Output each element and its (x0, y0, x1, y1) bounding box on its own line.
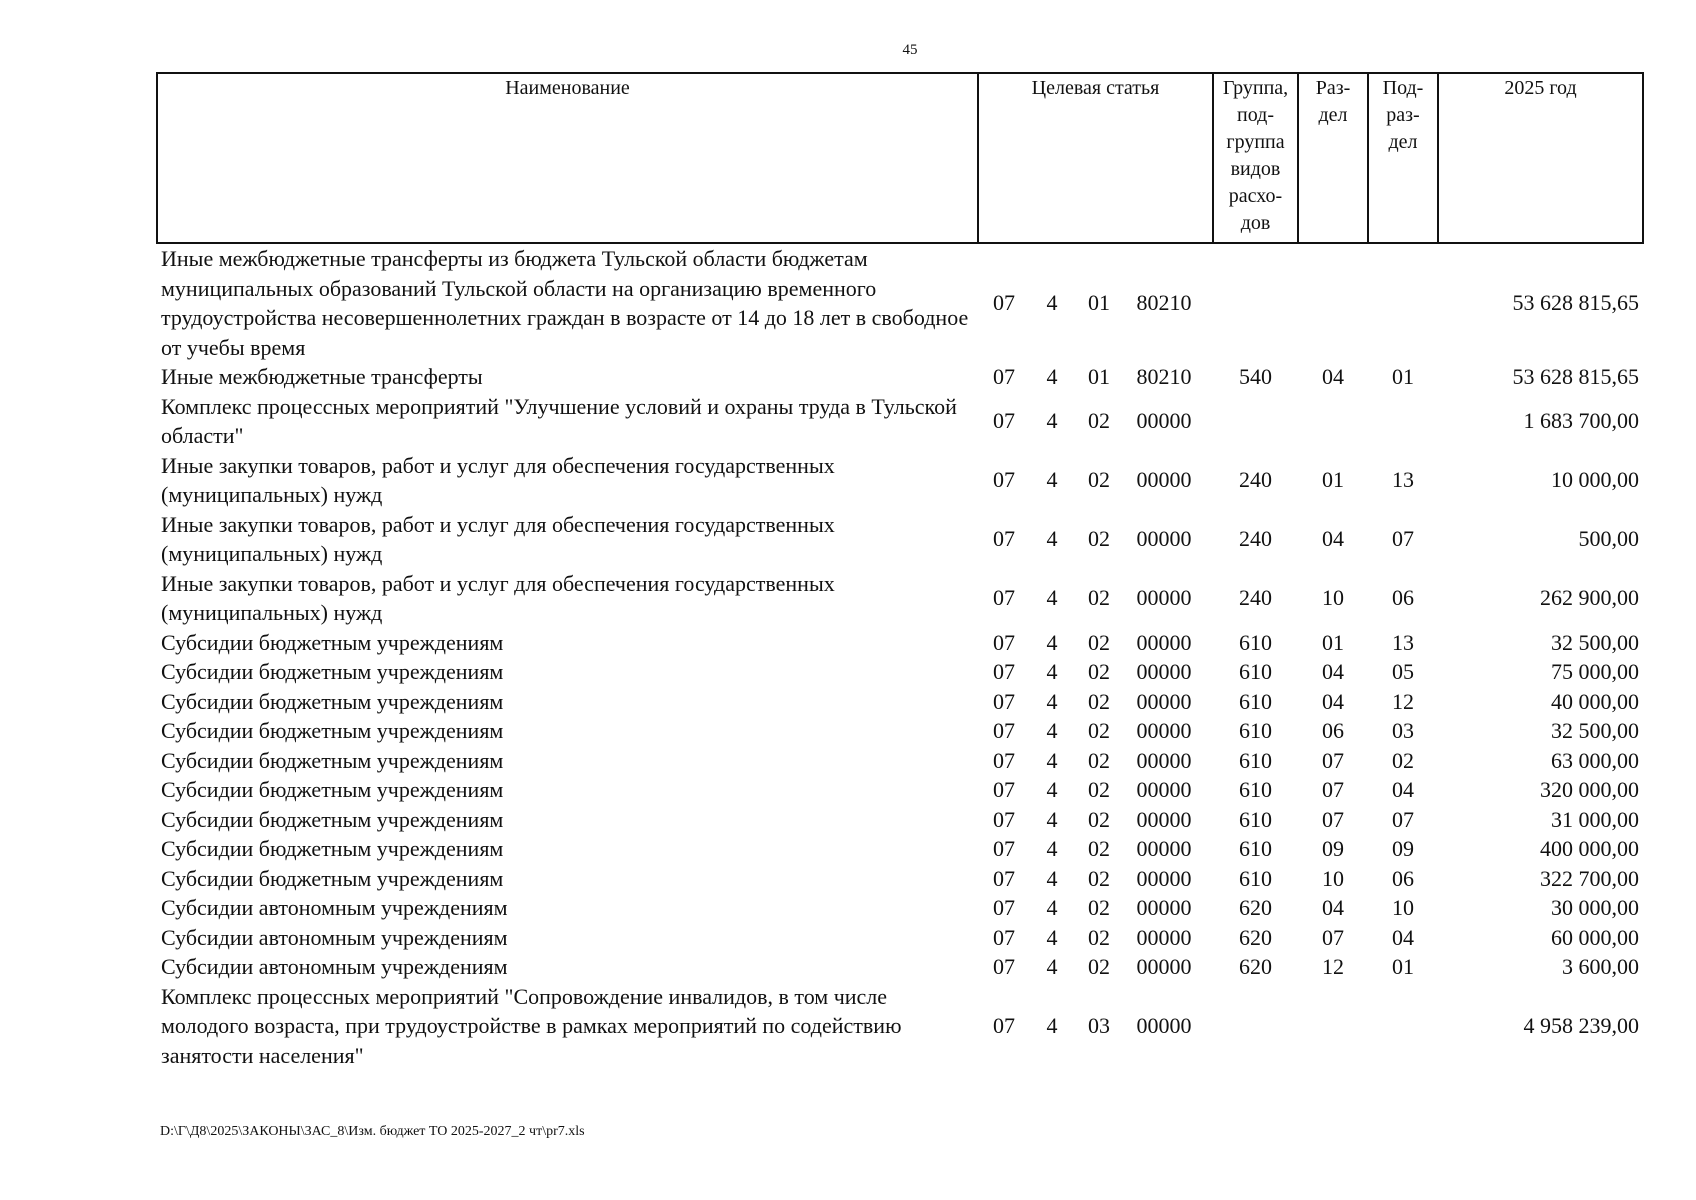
target-program: 07 (993, 777, 1015, 802)
target-type: 4 (1046, 1013, 1058, 1038)
target-program: 07 (993, 865, 1015, 891)
target-complex: 02 (1088, 924, 1110, 950)
row-subsection: 07 (1392, 526, 1414, 552)
target-program: 07 (993, 526, 1015, 552)
table-row (157, 834, 1643, 864)
target-complex: 02 (1088, 629, 1110, 655)
row-section (1298, 243, 1368, 362)
row-target-code (978, 775, 1213, 805)
target-complex: 02 (1088, 688, 1110, 714)
row-target-code (978, 952, 1213, 982)
file-path: D:\Г\Д8\2025\ЗАКОНЫ\ЗАС_8\Изм. бюджет ТО 2025-2027_2 чт\pr7.xls (160, 1124, 585, 1139)
target-direction: 00000 (1136, 718, 1192, 743)
target-direction: 00000 (1136, 747, 1192, 773)
target-direction: 00000 (1136, 659, 1192, 684)
row-group: 610 (1239, 688, 1272, 714)
row-subsection (1368, 982, 1438, 1071)
row-amount: 320 000,00 (1540, 777, 1639, 802)
table-row (157, 952, 1643, 982)
target-program: 07 (993, 924, 1015, 950)
row-target-code (978, 510, 1213, 569)
target-type: 4 (1046, 806, 1058, 832)
target-direction: 00000 (1136, 954, 1192, 979)
row-name: Субсидии бюджетным учреждениям (161, 659, 504, 684)
target-program: 07 (993, 364, 1015, 389)
target-type: 4 (1046, 747, 1058, 773)
target-program: 07 (993, 659, 1015, 684)
row-group: 610 (1239, 777, 1272, 802)
row-section: 09 (1322, 836, 1344, 861)
row-target-code (978, 569, 1213, 628)
row-section: 10 (1322, 585, 1344, 611)
row-section: 01 (1322, 467, 1344, 493)
header-name: Наименование (157, 73, 978, 243)
row-amount: 32 500,00 (1551, 718, 1639, 743)
row-name: Субсидии бюджетным учреждениям (161, 747, 504, 773)
target-program: 07 (993, 747, 1015, 773)
row-amount: 40 000,00 (1551, 688, 1639, 714)
row-name: Иные закупки товаров, работ и услуг для обеспечения государственных (муниципальных) нужд (161, 452, 835, 507)
header-row (157, 73, 1643, 243)
target-direction: 00000 (1136, 806, 1192, 832)
target-type: 4 (1046, 688, 1058, 714)
table-row (157, 923, 1643, 953)
row-target-code (978, 893, 1213, 923)
row-group: 240 (1239, 526, 1272, 552)
table-row (157, 982, 1643, 1071)
target-program: 07 (993, 688, 1015, 714)
target-complex: 02 (1088, 777, 1110, 802)
row-subsection: 07 (1392, 806, 1414, 832)
row-subsection: 10 (1392, 895, 1414, 920)
row-name: Комплекс процессных мероприятий "Сопровождение инвалидов, в том числе молодого возраста, при трудоустройстве в рамках мероприятий по содействию занятости населения" (161, 983, 902, 1068)
row-target-code (978, 657, 1213, 687)
row-amount: 500,00 (1578, 526, 1639, 552)
target-type: 4 (1046, 290, 1058, 316)
row-amount: 4 958 239,00 (1523, 1013, 1639, 1038)
row-amount: 400 000,00 (1540, 836, 1639, 861)
target-direction: 00000 (1136, 526, 1192, 552)
row-name: Субсидии бюджетным учреждениям (161, 865, 504, 891)
table-row (157, 362, 1643, 392)
row-section: 07 (1322, 924, 1344, 950)
target-type: 4 (1046, 659, 1058, 684)
target-complex: 02 (1088, 467, 1110, 493)
target-type: 4 (1046, 364, 1058, 389)
row-name: Субсидии бюджетным учреждениям (161, 806, 504, 832)
row-subsection: 04 (1392, 777, 1414, 802)
target-complex: 02 (1088, 718, 1110, 743)
row-name: Субсидии бюджетным учреждениям (161, 718, 504, 743)
row-name: Субсидии бюджетным учреждениям (161, 688, 504, 714)
row-subsection: 12 (1392, 688, 1414, 714)
target-complex: 02 (1088, 585, 1110, 611)
budget-table (156, 72, 1644, 1070)
row-amount: 262 900,00 (1540, 585, 1639, 611)
row-amount: 322 700,00 (1540, 865, 1639, 891)
target-complex: 02 (1088, 806, 1110, 832)
row-name: Субсидии бюджетным учреждениям (161, 629, 504, 655)
header-group: Группа, под-группа видов расхо-дов (1213, 73, 1298, 243)
target-type: 4 (1046, 895, 1058, 920)
header-year: 2025 год (1438, 73, 1643, 243)
table-row (157, 893, 1643, 923)
target-program: 07 (993, 1013, 1015, 1038)
row-name: Субсидии автономным учреждениям (161, 924, 508, 950)
table-row (157, 805, 1643, 835)
target-program: 07 (993, 718, 1015, 743)
row-section: 06 (1322, 718, 1344, 743)
header-subsection: Под-раз-дел (1368, 73, 1438, 243)
row-group: 610 (1239, 718, 1272, 743)
target-type: 4 (1046, 954, 1058, 979)
row-subsection: 13 (1392, 467, 1414, 493)
table-row (157, 243, 1643, 362)
row-amount: 30 000,00 (1551, 895, 1639, 920)
row-amount: 53 628 815,65 (1512, 290, 1639, 316)
row-group: 540 (1239, 364, 1272, 389)
row-subsection: 01 (1392, 364, 1414, 389)
row-amount: 31 000,00 (1551, 806, 1639, 832)
target-complex: 01 (1088, 364, 1110, 389)
table-row (157, 775, 1643, 805)
target-direction: 00000 (1136, 924, 1192, 950)
target-program: 07 (993, 290, 1015, 316)
target-type: 4 (1046, 924, 1058, 950)
row-section (1298, 982, 1368, 1071)
row-group: 620 (1239, 924, 1272, 950)
table-row (157, 451, 1643, 510)
row-subsection (1368, 392, 1438, 451)
target-complex: 02 (1088, 865, 1110, 891)
row-section: 04 (1322, 364, 1344, 389)
target-program: 07 (993, 954, 1015, 979)
target-complex: 02 (1088, 895, 1110, 920)
row-subsection: 09 (1392, 836, 1414, 861)
table-row (157, 392, 1643, 451)
row-section: 07 (1322, 777, 1344, 802)
target-direction: 00000 (1136, 408, 1192, 434)
target-complex: 02 (1088, 954, 1110, 979)
row-group: 610 (1239, 747, 1272, 773)
row-target-code (978, 628, 1213, 658)
target-complex: 02 (1088, 747, 1110, 773)
target-complex: 02 (1088, 408, 1110, 434)
target-direction: 00000 (1136, 629, 1192, 655)
row-name: Комплекс процессных мероприятий "Улучшение условий и охраны труда в Тульской области" (161, 393, 957, 448)
row-group: 620 (1239, 954, 1272, 979)
row-target-code (978, 864, 1213, 894)
row-name: Субсидии автономным учреждениям (161, 954, 508, 979)
row-group: 610 (1239, 629, 1272, 655)
row-amount: 32 500,00 (1551, 629, 1639, 655)
target-type: 4 (1046, 526, 1058, 552)
row-subsection (1368, 243, 1438, 362)
row-group: 240 (1239, 585, 1272, 611)
target-type: 4 (1046, 629, 1058, 655)
row-target-code (978, 923, 1213, 953)
row-name: Субсидии автономным учреждениям (161, 895, 508, 920)
row-name: Иные закупки товаров, работ и услуг для обеспечения государственных (муниципальных) нужд (161, 511, 835, 566)
table-body (157, 243, 1643, 1070)
target-program: 07 (993, 629, 1015, 655)
target-direction: 00000 (1136, 865, 1192, 891)
row-group: 620 (1239, 895, 1272, 920)
target-direction: 00000 (1136, 688, 1192, 714)
row-name: Субсидии бюджетным учреждениям (161, 777, 504, 802)
table-row (157, 657, 1643, 687)
row-group: 240 (1239, 467, 1272, 493)
table-row (157, 628, 1643, 658)
target-direction: 00000 (1136, 1013, 1192, 1038)
row-group: 610 (1239, 806, 1272, 832)
table-row (157, 746, 1643, 776)
page-number: 45 (902, 42, 918, 58)
row-amount: 1 683 700,00 (1523, 408, 1639, 434)
row-group: 610 (1239, 659, 1272, 684)
table-row (157, 510, 1643, 569)
row-amount: 60 000,00 (1551, 924, 1639, 950)
row-subsection: 01 (1392, 954, 1414, 979)
row-target-code (978, 805, 1213, 835)
row-subsection: 13 (1392, 629, 1414, 655)
row-target-code (978, 716, 1213, 746)
row-section: 04 (1322, 688, 1344, 714)
row-subsection: 02 (1392, 747, 1414, 773)
row-section: 07 (1322, 806, 1344, 832)
row-amount: 75 000,00 (1551, 659, 1639, 684)
row-subsection: 04 (1392, 924, 1414, 950)
row-group: 610 (1239, 865, 1272, 891)
header-target: Целевая статья (978, 73, 1213, 243)
target-type: 4 (1046, 467, 1058, 493)
row-name: Иные межбюджетные трансферты (161, 364, 483, 389)
target-type: 4 (1046, 585, 1058, 611)
row-amount: 3 600,00 (1562, 954, 1639, 979)
row-group (1213, 392, 1298, 451)
row-name: Иные межбюджетные трансферты из бюджета Тульской области бюджетам муниципальных образований Тульской области на организацию временного трудоустройства несовершеннолетних граждан в возрасте от 14 до 18 лет в свободное от учебы время (161, 246, 969, 360)
row-target-code (978, 746, 1213, 776)
row-section: 04 (1322, 526, 1344, 552)
row-subsection: 06 (1392, 865, 1414, 891)
row-section: 07 (1322, 747, 1344, 773)
row-section: 04 (1322, 895, 1344, 920)
table-row (157, 569, 1643, 628)
row-section: 04 (1322, 659, 1344, 684)
row-amount: 63 000,00 (1551, 747, 1639, 773)
row-group (1213, 982, 1298, 1071)
row-group: 610 (1239, 836, 1272, 861)
header-section: Раз-дел (1298, 73, 1368, 243)
target-program: 07 (993, 408, 1015, 434)
target-complex: 02 (1088, 659, 1110, 684)
target-complex: 03 (1088, 1013, 1110, 1038)
target-program: 07 (993, 806, 1015, 832)
target-direction: 00000 (1136, 895, 1192, 920)
row-section: 12 (1322, 954, 1344, 979)
target-direction: 00000 (1136, 467, 1192, 493)
table-row (157, 716, 1643, 746)
row-section: 01 (1322, 629, 1344, 655)
row-subsection: 05 (1392, 659, 1414, 684)
table-row (157, 864, 1643, 894)
target-complex: 02 (1088, 526, 1110, 552)
row-subsection: 06 (1392, 585, 1414, 611)
row-target-code (978, 362, 1213, 392)
target-direction: 00000 (1136, 777, 1192, 802)
row-target-code (978, 243, 1213, 362)
row-target-code (978, 834, 1213, 864)
target-program: 07 (993, 585, 1015, 611)
target-direction: 00000 (1136, 585, 1192, 611)
row-amount: 53 628 815,65 (1512, 364, 1639, 389)
row-amount: 10 000,00 (1551, 467, 1639, 493)
target-program: 07 (993, 836, 1015, 861)
target-type: 4 (1046, 718, 1058, 743)
row-section (1298, 392, 1368, 451)
target-direction: 80210 (1136, 364, 1192, 389)
row-name: Иные закупки товаров, работ и услуг для обеспечения государственных (муниципальных) нужд (161, 570, 835, 625)
target-direction: 80210 (1136, 290, 1192, 316)
target-type: 4 (1046, 408, 1058, 434)
table-row (157, 687, 1643, 717)
target-program: 07 (993, 467, 1015, 493)
target-type: 4 (1046, 865, 1058, 891)
row-section: 10 (1322, 865, 1344, 891)
row-target-code (978, 687, 1213, 717)
target-type: 4 (1046, 777, 1058, 802)
row-target-code (978, 392, 1213, 451)
target-program: 07 (993, 895, 1015, 920)
row-subsection: 03 (1392, 718, 1414, 743)
row-group (1213, 243, 1298, 362)
target-complex: 01 (1088, 290, 1110, 316)
row-target-code (978, 982, 1213, 1071)
row-name: Субсидии бюджетным учреждениям (161, 836, 504, 861)
target-type: 4 (1046, 836, 1058, 861)
row-target-code (978, 451, 1213, 510)
target-complex: 02 (1088, 836, 1110, 861)
target-direction: 00000 (1136, 836, 1192, 861)
